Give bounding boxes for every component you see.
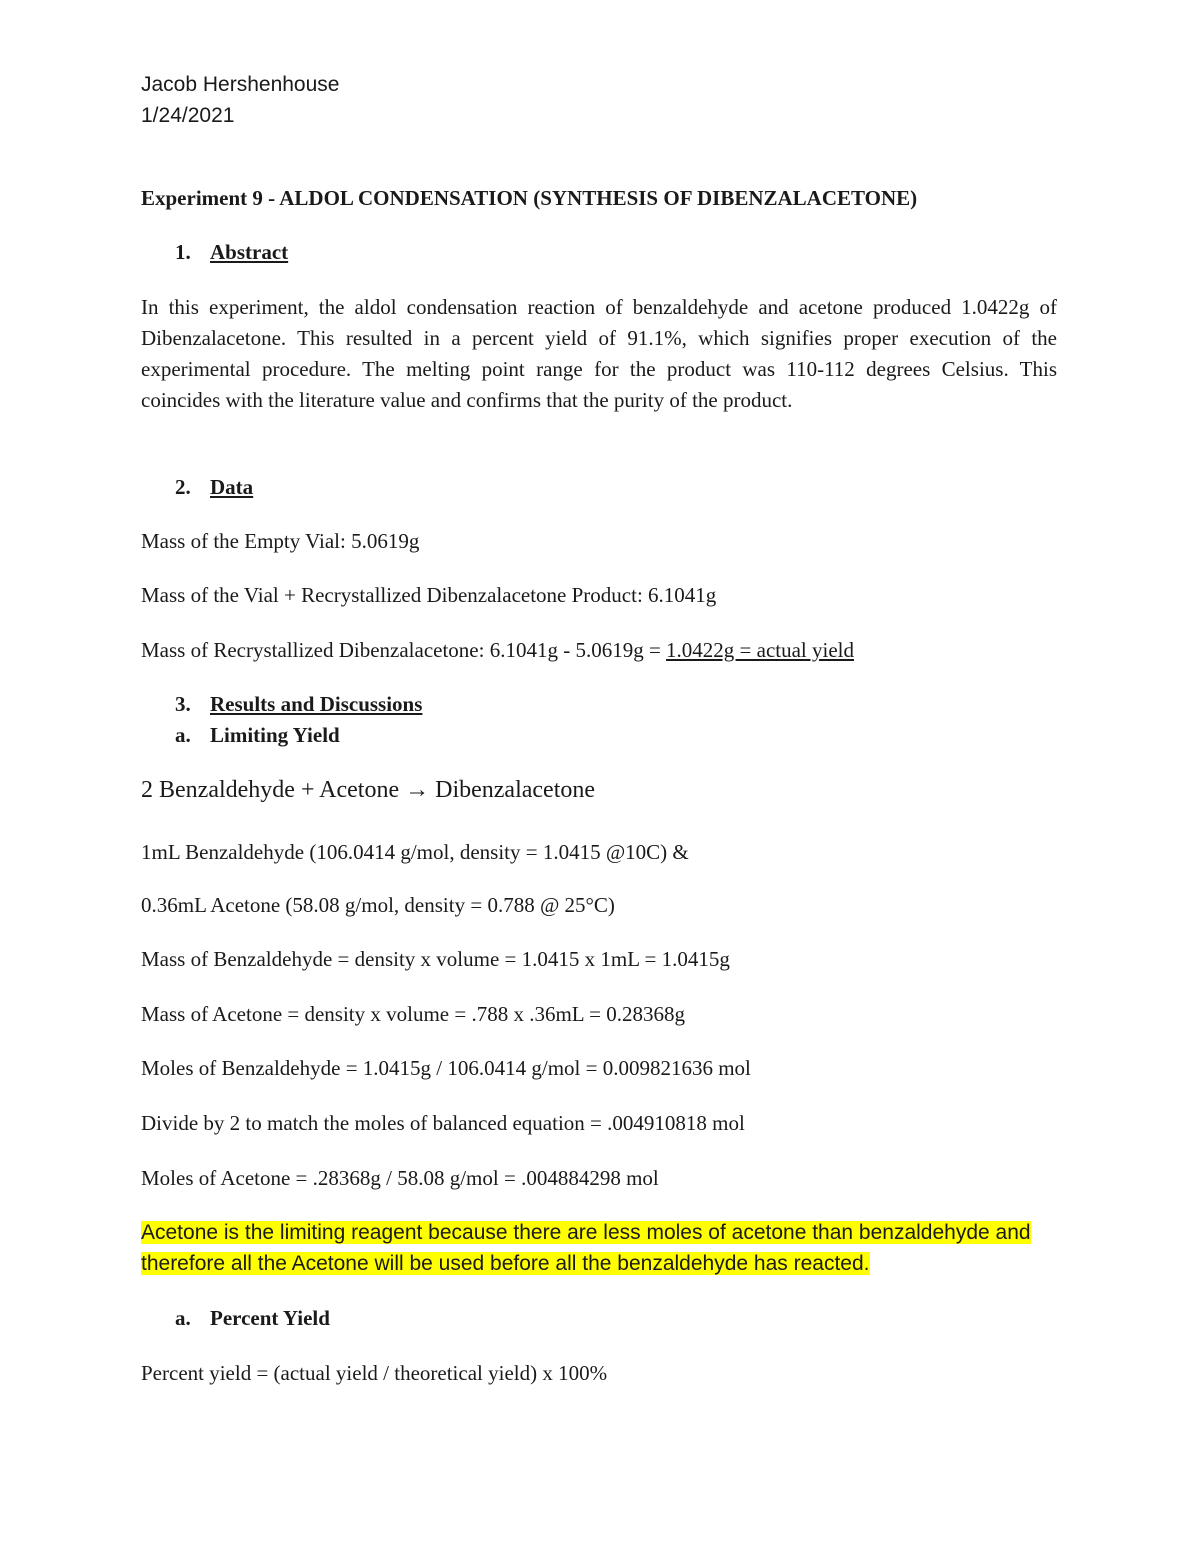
- benzaldehyde-info: 1mL Benzaldehyde (106.0414 g/mol, density = 1.0415 @10C) &: [141, 840, 689, 864]
- percent-yield-title: Percent Yield: [210, 1306, 330, 1330]
- actual-yield-result: 1.0422g = actual yield: [666, 638, 854, 662]
- divide-by-two: Divide by 2 to match the moles of balanced equation = .004910818 mol: [141, 1111, 745, 1135]
- limiting-yield-letter: a.: [175, 723, 191, 747]
- benzaldehyde-mass: Mass of Benzaldehyde = density x volume = 1.0415 x 1mL = 1.0415g: [141, 947, 730, 971]
- vial-plus-product-mass: Mass of the Vial + Recrystallized Dibenzalacetone Product: 6.1041g: [141, 583, 717, 607]
- author-name: Jacob Hershenhouse: [141, 73, 340, 96]
- percent-yield-heading: [141, 1304, 330, 1332]
- recrystallized-mass: [141, 636, 854, 664]
- limiting-yield-heading: [141, 721, 340, 749]
- percent-yield-formula: Percent yield = (actual yield / theoretical yield) x 100%: [141, 1361, 608, 1385]
- data-number: 2.: [175, 475, 191, 499]
- limiting-reagent-conclusion: [141, 1217, 1061, 1279]
- benzaldehyde-moles: Moles of Benzaldehyde = 1.0415g / 106.0414 g/mol = 0.009821636 mol: [141, 1056, 751, 1080]
- results-heading: [141, 690, 422, 718]
- highlighted-text: Acetone is the limiting reagent because there are less moles of acetone than benzaldehyde and therefore all the Acetone will be used before all the benzaldehyde has reacted.: [141, 1221, 1031, 1275]
- abstract-heading: [141, 238, 288, 266]
- acetone-moles: Moles of Acetone = .28368g / 58.08 g/mol = .004884298 mol: [141, 1166, 659, 1190]
- abstract-number: 1.: [175, 240, 191, 264]
- results-title: Results and Discussions: [210, 692, 423, 716]
- abstract-title: Abstract: [210, 240, 289, 264]
- results-number: 3.: [175, 692, 191, 716]
- abstract-text: In this experiment, the aldol condensation reaction of benzaldehyde and acetone produced 1.0422g of Dibenzalacetone. This resulted in a percent yield of 91.1%, which signifies proper execution of the experimental procedure. The melting point range for the product was 110-112 degrees Celsius. This coincides with the literature value and confirms that the purity of the product.: [141, 295, 1057, 412]
- empty-vial-mass: Mass of the Empty Vial: 5.0619g: [141, 529, 420, 553]
- data-title: Data: [210, 475, 254, 499]
- reaction-equation: 2 Benzaldehyde + Acetone → Dibenzalacetone: [141, 777, 596, 803]
- data-heading: [141, 473, 253, 501]
- document-date: 1/24/2021: [141, 104, 235, 127]
- recrystallized-calc: Mass of Recrystallized Dibenzalacetone: 6.1041g - 5.0619g =: [141, 638, 667, 662]
- acetone-info: 0.36mL Acetone (58.08 g/mol, density = 0.788 @ 25°C): [141, 893, 615, 917]
- percent-yield-letter: a.: [175, 1306, 191, 1330]
- acetone-mass: Mass of Acetone = density x volume = .788 x .36mL = 0.28368g: [141, 1002, 685, 1026]
- experiment-title: Experiment 9 - ALDOL CONDENSATION (SYNTHESIS OF DIBENZALACETONE): [141, 186, 918, 210]
- limiting-yield-title: Limiting Yield: [210, 723, 340, 747]
